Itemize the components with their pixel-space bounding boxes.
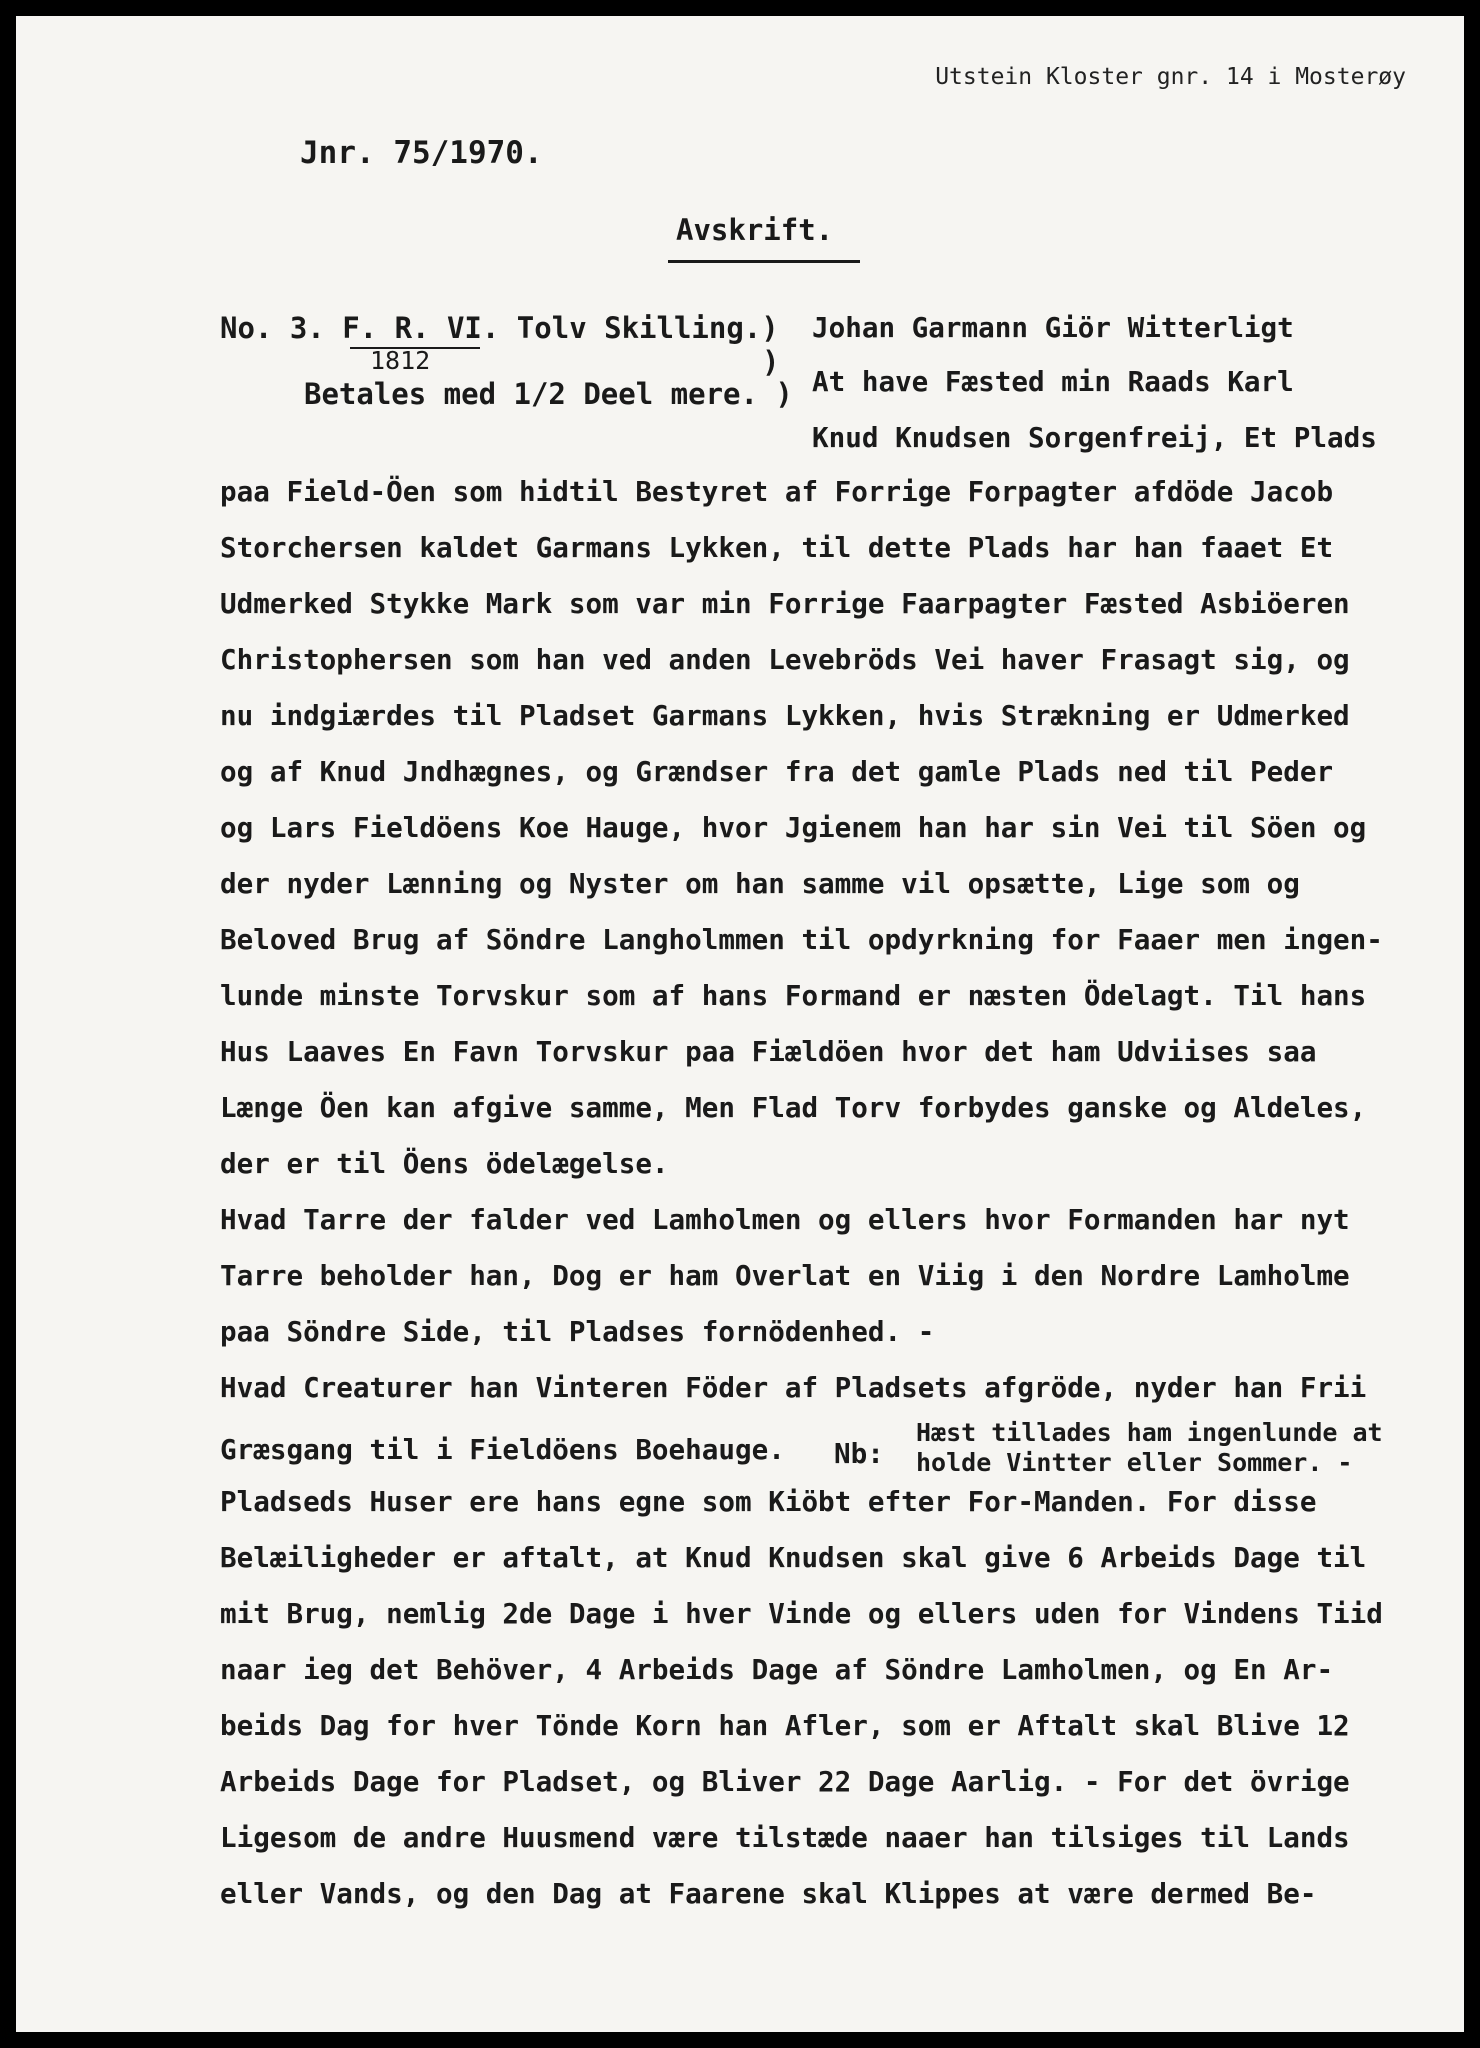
body-line: paa Söndre Side, til Pladses fornödenhed. -: [220, 1315, 935, 1348]
body-line: paa Field-Öen som hidtil Bestyret af Forrige Forpagter afdöde Jacob: [220, 475, 1334, 508]
header-right-line: Johan Garmann Giör Witterligt: [812, 311, 1294, 344]
body-line: mit Brug, nemlig 2de Dage i hver Vinde og ellers uden for Vindens Tiid: [220, 1597, 1383, 1630]
body-line: og Lars Fieldöens Koe Hauge, hvor Jgienem han har sin Vei til Söen og: [220, 811, 1367, 844]
stamp-year: 1812: [370, 346, 431, 375]
body-line: Ligesom de andre Huusmend være tilstæde naaer han tilsiges til Lands: [220, 1821, 1350, 1854]
body-line: Storchersen kaldet Garmans Lykken, til dette Plads har han faaet Et: [220, 531, 1334, 564]
body-line: Christophersen som han ved anden Levebröds Vei haver Frasagt sig, og: [220, 643, 1350, 676]
body-line: Udmerked Stykke Mark som var min Forrige Faarpagter Fæsted Asbiöeren: [220, 587, 1350, 620]
body-line: Hvad Tarre der falder ved Lamholmen og ellers hvor Formanden har nyt: [220, 1203, 1350, 1236]
body-line: Beloved Brug af Söndre Langholmmen til opdyrkning for Faaer men ingen-: [220, 923, 1383, 956]
stamp-line-2: Betales med 1/2 Deel mere. ): [304, 377, 793, 411]
body-line: Belæiligheder er aftalt, at Knud Knudsen skal give 6 Arbeids Dage til: [220, 1541, 1367, 1574]
nb-note-line-2: holde Vintter eller Sommer. -: [916, 1448, 1353, 1477]
nb-label: Nb:: [834, 1437, 884, 1470]
body-line: Pladseds Huser ere hans egne som Kiöbt efter For-Manden. For disse: [220, 1485, 1317, 1518]
body-line: nu indgiærdes til Pladset Garmans Lykken, hvis Strækning er Udmerked: [220, 699, 1350, 732]
stamp-bracket: ): [762, 345, 780, 379]
archive-reference: Utstein Kloster gnr. 14 i Mosterøy: [935, 64, 1406, 90]
document-page: [16, 16, 1464, 2032]
body-line: eller Vands, og den Dag at Faarene skal Klippes at være dermed Be-: [220, 1877, 1317, 1910]
body-line: og af Knud Jndhægnes, og Grændser fra det gamle Plads ned til Peder: [220, 755, 1334, 788]
body-line: Hvad Creaturer han Vinteren Föder af Pladsets afgröde, nyder han Frii: [220, 1371, 1367, 1404]
body-line: Græsgang til i Fieldöens Boehauge.: [220, 1433, 785, 1466]
header-right-line: At have Fæsted min Raads Karl: [812, 365, 1294, 398]
header-right-line: Knud Knudsen Sorgenfreij, Et Plads: [812, 421, 1377, 454]
nb-note-line-1: Hæst tillades ham ingenlunde at: [916, 1418, 1383, 1447]
heading-underline: [668, 260, 860, 263]
body-line: naar ieg det Behöver, 4 Arbeids Dage af Söndre Lamholmen, og En Ar-: [220, 1653, 1334, 1686]
document-heading: Avskrift.: [676, 213, 834, 247]
body-line: beids Dag for hver Tönde Korn han Afler, som er Aftalt skal Blive 12: [220, 1709, 1350, 1742]
body-line: der er til Öens ödelægelse.: [220, 1147, 669, 1180]
body-line: Arbeids Dage for Pladset, og Bliver 22 Dage Aarlig. - For det övrige: [220, 1765, 1350, 1798]
body-line: Hus Laaves En Favn Torvskur paa Fiældöen hvor det ham Udviises saa: [220, 1035, 1317, 1068]
journal-number: Jnr. 75/1970.: [300, 135, 543, 171]
body-line: der nyder Lænning og Nyster om han samme vil opsætte, Lige som og: [220, 867, 1300, 900]
body-line: lunde minste Torvskur som af hans Formand er næsten Ödelagt. Til hans: [220, 979, 1367, 1012]
stamp-line-1: No. 3. F. R. VI. Tolv Skilling.): [220, 311, 779, 345]
body-line: Tarre beholder han, Dog er ham Overlat en Viig i den Nordre Lamholme: [220, 1259, 1350, 1292]
body-line: Længe Öen kan afgive samme, Men Flad Torv forbydes ganske og Aldeles,: [220, 1091, 1367, 1124]
